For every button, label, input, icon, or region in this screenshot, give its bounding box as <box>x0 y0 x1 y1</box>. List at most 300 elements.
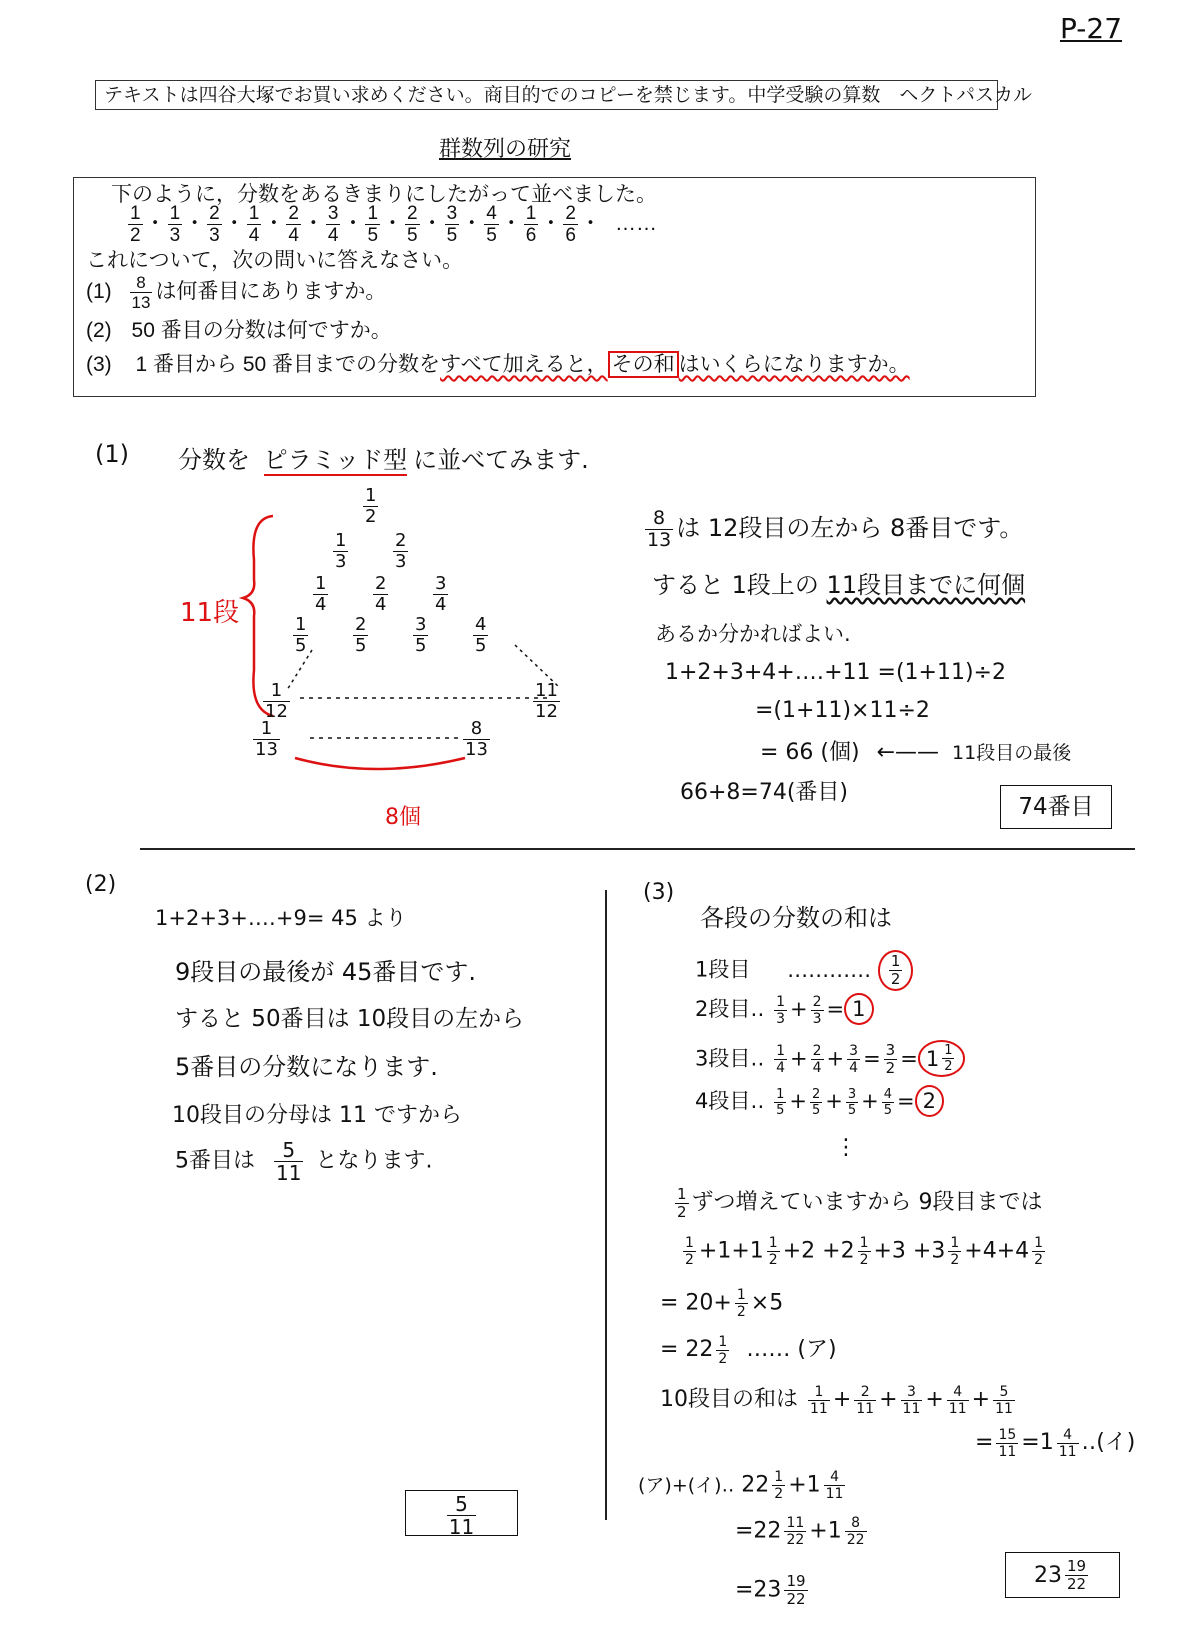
row10-eq-a: = <box>975 1430 994 1455</box>
pyramid-fraction <box>393 532 408 571</box>
fraction-denominator: 5 <box>415 635 427 656</box>
fraction-denominator: 4 <box>812 1060 822 1076</box>
row3-sum <box>926 1044 958 1073</box>
row3-label: 3段目‥ <box>695 1046 765 1071</box>
fraction <box>811 1044 824 1075</box>
line1-text: は 12段目の左から 8番目です。 <box>676 514 1024 542</box>
fraction <box>858 1236 871 1267</box>
fraction-numerator: 2 <box>355 614 367 635</box>
series-part: +2 +2 <box>782 1238 855 1264</box>
answer-2-fraction <box>447 1494 476 1537</box>
fraction-numerator: 3 <box>847 1086 857 1102</box>
s1-calc1: 1+2+3+4+‥‥+11 =(1+11)÷2 <box>665 660 1006 685</box>
row1-dots: ‥‥‥‥‥‥ <box>787 957 872 982</box>
fraction-numerator: 1 <box>768 1235 778 1251</box>
fraction-numerator: 2 <box>811 1086 821 1102</box>
fraction-denominator: 5 <box>883 1102 893 1118</box>
fraction <box>784 1574 807 1607</box>
fraction-denominator: 13 <box>465 739 488 760</box>
fraction-denominator: 12 <box>535 701 558 722</box>
pyramid-cell <box>310 575 331 614</box>
separator: ・ <box>342 212 364 236</box>
pyramid-fraction <box>313 575 328 614</box>
answer-3-box <box>1005 1552 1120 1598</box>
line2-text-b: 11段目までに何個 <box>826 571 1026 599</box>
fraction-numerator: 15 <box>998 1426 1017 1443</box>
fraction-numerator: 4 <box>1063 1426 1073 1443</box>
fraction-denominator: 4 <box>288 225 299 246</box>
fraction <box>882 1088 894 1117</box>
answer-3-whole: 23 <box>1033 1562 1062 1588</box>
pyramid-cell <box>250 720 283 759</box>
solution-3-label: (3) <box>643 880 675 905</box>
fraction-numerator: 1 <box>677 1184 687 1203</box>
horizontal-divider <box>140 848 1135 850</box>
pyramid-cell <box>290 616 311 655</box>
fraction <box>948 1236 961 1267</box>
fraction-numerator: 1 <box>859 1235 869 1251</box>
fraction-denominator: 22 <box>786 1532 805 1548</box>
fraction-numerator: 1 <box>270 680 283 701</box>
fraction-denominator: 4 <box>435 594 447 615</box>
fraction-denominator: 2 <box>130 225 141 246</box>
fraction <box>774 1088 786 1117</box>
fraction-denominator: 2 <box>365 506 377 527</box>
fraction-denominator: 11 <box>902 1400 921 1417</box>
separator: ・ <box>382 212 404 236</box>
pyramid-cell <box>360 487 381 526</box>
eq2-text: = 22 <box>660 1337 714 1362</box>
fraction-numerator: 19 <box>1066 1556 1087 1575</box>
s1-calc4: 66+8=74(番目) <box>680 780 849 805</box>
fraction <box>993 1385 1015 1416</box>
s3-row4: 4段目‥ $\frac{1}{5}$ + $\frac{2}{5}$ + $\frac{3}{5}$ + $\frac{4}{5}$ = 2 <box>695 1085 944 1117</box>
fraction-numerator: 1 <box>814 1383 824 1400</box>
fraction-numerator: 1 <box>315 573 327 594</box>
fraction-numerator: 2 <box>375 573 387 594</box>
fraction-numerator: 1 <box>736 1287 746 1303</box>
s3-row2: 2段目‥ $\frac{1}{3}$ + $\frac{2}{3}$ = 1 <box>695 993 874 1026</box>
fraction-denominator: 22 <box>846 1532 865 1548</box>
fraction <box>947 1385 969 1416</box>
pyramid-cell <box>470 616 491 655</box>
fraction-denominator: 5 <box>776 1102 785 1118</box>
row1-label: 1段目 <box>695 957 751 982</box>
fraction-denominator: 2 <box>1034 1252 1044 1268</box>
eq1-text: = 20+ <box>660 1290 732 1316</box>
fraction-numerator: 8 <box>470 718 483 739</box>
fraction <box>808 1385 830 1416</box>
final-label: (ア)+(イ)‥ <box>638 1474 735 1497</box>
fraction-numerator: 1 <box>944 1043 953 1058</box>
fraction-numerator: 4 <box>475 614 487 635</box>
fraction-denominator: 11 <box>995 1400 1013 1417</box>
fraction-denominator: 5 <box>446 225 458 246</box>
fraction-denominator: 3 <box>776 1010 785 1027</box>
final1-b: +1 <box>788 1472 821 1498</box>
s3-final2 <box>735 1516 870 1547</box>
fraction-numerator: 2 <box>209 203 220 224</box>
line2-text-a: すると 1段上の <box>652 571 819 599</box>
s3-final3 <box>735 1574 811 1607</box>
fraction-numerator: 2 <box>407 203 418 224</box>
fraction-numerator: 4 <box>830 1469 839 1485</box>
solution-2-label: (2) <box>85 872 117 897</box>
fraction-numerator: 19 <box>786 1572 806 1590</box>
s3-intro: 各段の分数の和は <box>700 904 892 932</box>
page-number: P-27 <box>1060 12 1123 45</box>
fraction-denominator: 11 <box>825 1486 844 1502</box>
fraction-denominator: 4 <box>248 225 260 246</box>
separator: ・ <box>302 212 324 236</box>
count-label: 8個 <box>385 805 421 830</box>
fraction-denominator: 6 <box>525 225 537 246</box>
sequence-fraction <box>484 204 499 245</box>
fraction <box>811 995 824 1026</box>
s3-row1 <box>695 950 913 991</box>
page-title: 群数列の研究 <box>438 136 571 161</box>
pyramid-fraction <box>263 682 290 721</box>
question-1-text: は何番目にありますか。 <box>155 280 387 304</box>
separator: ・ <box>223 212 245 236</box>
separator: ・ <box>579 212 601 236</box>
pyramid-cell <box>410 616 431 655</box>
pyramid-cell <box>530 682 563 721</box>
question-1 <box>86 274 386 311</box>
pyramid-cell <box>350 616 371 655</box>
fraction <box>774 995 787 1026</box>
fraction-numerator: 5 <box>999 1383 1009 1400</box>
fraction-numerator: 1 <box>295 614 307 635</box>
s3-row10: 10段目の和は $\frac{1}{11}$ + $\frac{2}{11}$ + $\frac{3}{11}$ + $\frac{4}{11}$ + $\frac{5}{11}$ <box>660 1383 1013 1417</box>
s1-line2 <box>652 565 1025 600</box>
question-2-text: 50 番目の分数は何ですか。 <box>131 319 392 342</box>
fraction-denominator: 5 <box>295 635 307 656</box>
fraction-numerator: 1 <box>776 1086 785 1102</box>
fraction <box>845 1516 867 1547</box>
fraction-numerator: 8 <box>653 506 666 529</box>
fraction-denominator: 3 <box>395 551 407 572</box>
fraction <box>716 1335 729 1366</box>
fraction-numerator: 3 <box>327 203 339 224</box>
fraction-denominator: 2 <box>885 1059 896 1077</box>
answer-1-box: 74番目 <box>1000 785 1112 829</box>
s1-line3: あるか分かればよい. <box>655 622 851 646</box>
fraction-denominator: 5 <box>475 635 487 656</box>
fraction-numerator: 5 <box>282 1138 296 1162</box>
fraction <box>847 1044 860 1075</box>
fraction-numerator: 11 <box>535 680 558 701</box>
fraction <box>1032 1236 1045 1267</box>
s3-increase <box>672 1185 1043 1220</box>
pyramid-cell <box>390 532 411 571</box>
sequence-fraction <box>405 204 420 245</box>
row1-sum <box>889 954 903 987</box>
fraction-denominator: 2 <box>677 1202 687 1221</box>
fraction-denominator: 4 <box>776 1060 785 1076</box>
fraction-numerator: 2 <box>812 1043 822 1059</box>
fraction-numerator: 2 <box>395 530 407 551</box>
fraction-denominator: 22 <box>786 1590 806 1608</box>
fraction <box>683 1236 696 1267</box>
separator: ・ <box>421 212 443 236</box>
fraction-denominator: 3 <box>209 225 220 246</box>
pyramid-cell <box>430 575 451 614</box>
line6-fraction <box>274 1140 303 1183</box>
ellipsis: …… <box>614 212 657 236</box>
s1-line1 <box>642 508 1023 550</box>
solution-1-intro <box>178 440 589 475</box>
fraction-numerator: 1 <box>525 203 537 224</box>
s3-row10-result <box>975 1425 1135 1459</box>
s3-final1 <box>638 1470 848 1501</box>
fraction-denominator: 4 <box>327 225 339 246</box>
calc3-text: = 66 (個) <box>760 740 860 765</box>
question-3-highlight: その和 <box>608 351 679 378</box>
final2-b: +1 <box>809 1518 842 1544</box>
question-3-text-b: すべて加えると， <box>440 353 608 376</box>
question-3-number: (3) <box>86 353 112 376</box>
final2-a: =22 <box>735 1518 782 1544</box>
pyramid-fraction <box>533 682 560 721</box>
fraction-numerator: 1 <box>890 952 901 970</box>
fraction-denominator: 5 <box>486 225 497 246</box>
row1-sum-circle <box>878 950 914 991</box>
eq2-tail: ‥‥‥ (ア) <box>746 1337 837 1362</box>
pyramid-fraction <box>373 575 388 614</box>
sequence-fraction <box>326 204 341 245</box>
fraction-denominator: 11 <box>276 1161 302 1185</box>
problem-intro: 下のように，分数をあるきまりにしたがって並べました。 <box>111 183 657 206</box>
question-2 <box>86 314 392 344</box>
s3-eq2 <box>660 1332 837 1366</box>
fraction-numerator: 8 <box>136 273 146 292</box>
fraction-numerator: 3 <box>446 203 458 224</box>
fraction-numerator: 3 <box>415 614 427 635</box>
fraction-numerator: 1 <box>169 203 181 224</box>
final3-a: =23 <box>735 1577 782 1603</box>
eq1-tail: ×5 <box>750 1290 784 1316</box>
fraction-denominator: 2 <box>950 1252 960 1268</box>
separator: ・ <box>184 212 206 236</box>
intro-text-c: に並べてみます. <box>413 446 589 474</box>
fraction-numerator: 1 <box>774 1469 784 1485</box>
fraction-denominator: 13 <box>131 293 151 312</box>
pyramid-cell <box>260 682 293 721</box>
separator: ・ <box>540 212 562 236</box>
problem-instruction: これについて，次の問いに答えなさい。 <box>86 249 464 272</box>
fraction <box>846 1088 858 1117</box>
line6-text-b: となります. <box>315 1148 433 1174</box>
fraction-denominator: 4 <box>849 1060 859 1076</box>
fraction-numerator: 4 <box>486 203 497 224</box>
pyramid-fraction <box>363 487 378 526</box>
fraction-numerator: 5 <box>455 1492 468 1516</box>
pyramid-fraction <box>353 616 368 655</box>
fraction <box>784 1516 806 1547</box>
row2-label: 2段目‥ <box>695 997 765 1021</box>
fraction-denominator: 3 <box>812 1010 822 1027</box>
row4-sum-circle: 2 <box>915 1085 944 1117</box>
fraction <box>1057 1428 1079 1459</box>
final1-a: 22 <box>741 1472 770 1498</box>
fraction-numerator: 1 <box>130 203 141 224</box>
fraction-denominator: 2 <box>944 1059 953 1074</box>
solution-1-label: (1) <box>95 440 129 468</box>
fraction-numerator: 2 <box>860 1383 870 1400</box>
fraction <box>774 1044 787 1075</box>
fraction-denominator: 3 <box>335 551 347 572</box>
pyramid-cell <box>370 575 391 614</box>
pyramid-cell <box>330 532 351 571</box>
vertical-divider <box>605 890 607 1520</box>
fraction-denominator: 5 <box>355 635 367 656</box>
separator: ・ <box>461 212 483 236</box>
fraction-denominator: 13 <box>647 528 672 551</box>
sequence-fraction <box>286 204 301 245</box>
fraction-numerator: 3 <box>435 573 447 594</box>
fraction-denominator: 3 <box>169 225 181 246</box>
pyramid-fraction <box>463 720 490 759</box>
fraction-denominator: 5 <box>367 225 379 246</box>
sequence-fraction <box>128 204 143 245</box>
question-1-fraction <box>130 274 153 311</box>
vertical-dots: ⋮ <box>835 1135 857 1160</box>
fraction-denominator: 5 <box>847 1102 857 1118</box>
fraction-numerator: 2 <box>565 203 576 224</box>
separator: ・ <box>144 212 166 236</box>
fraction <box>767 1236 780 1267</box>
fraction-denominator: 11 <box>998 1443 1017 1460</box>
row10-label: 10段目の和は <box>660 1387 798 1412</box>
fraction <box>735 1288 748 1319</box>
s3-eq1 <box>660 1288 783 1319</box>
fraction-numerator: 2 <box>812 993 822 1010</box>
sequence-fraction <box>168 204 183 245</box>
fraction-denominator: 12 <box>265 701 288 722</box>
brace-label: 11段 <box>180 598 240 628</box>
fraction-numerator: 11 <box>786 1515 805 1531</box>
mixed-whole: 1 <box>925 1046 940 1071</box>
sequence-fraction <box>207 204 222 245</box>
s1-calc3 <box>760 735 1071 766</box>
question-1-number: (1) <box>86 280 112 304</box>
s3-series <box>680 1236 1048 1267</box>
fraction <box>854 1385 876 1416</box>
row10-eq-b: =1 <box>1021 1430 1054 1455</box>
question-3-text-d: はいくらになりますか。 <box>678 353 910 376</box>
fraction-numerator: 3 <box>906 1383 916 1400</box>
s3-row3: 3段目‥ $\frac{1}{4}$ + $\frac{2}{4}$ + $\frac{3}{4}$ = $\frac{3}{2}$ = 1 $\frac{1}{2}$ <box>695 1040 965 1077</box>
fraction-numerator: 1 <box>776 1043 785 1059</box>
fraction-numerator: 4 <box>953 1383 963 1400</box>
pyramid-fraction <box>253 720 280 759</box>
intro-text-a: 分数を <box>178 446 250 474</box>
pyramid-fraction <box>413 616 428 655</box>
fraction-numerator: 1 <box>335 530 347 551</box>
sequence-fraction <box>445 204 460 245</box>
separator: ・ <box>500 212 522 236</box>
sequence-fraction <box>563 204 578 245</box>
fraction-denominator: 5 <box>407 225 418 246</box>
s2-line3: すると 50番目は 10段目の左から <box>175 1006 525 1032</box>
row2-sum-circle: 1 <box>844 993 873 1025</box>
fraction-denominator: 2 <box>685 1252 694 1268</box>
sequence-fraction <box>524 204 539 245</box>
question-2-number: (2) <box>86 319 112 342</box>
fraction-sequence <box>126 204 657 245</box>
series-part: +4+4 <box>964 1238 1030 1264</box>
pyramid-fraction <box>333 532 348 571</box>
fraction-numerator: 1 <box>776 993 785 1010</box>
fraction-numerator: 2 <box>288 203 299 224</box>
s2-line4: 5番目の分数になります. <box>175 1053 438 1081</box>
fraction <box>810 1088 822 1117</box>
count-arc <box>295 758 465 769</box>
fraction-denominator: 2 <box>859 1252 869 1268</box>
pyramid-cell <box>460 720 493 759</box>
fraction-denominator: 2 <box>890 970 901 988</box>
line1-fraction <box>645 506 673 551</box>
fraction-denominator: 22 <box>1066 1574 1087 1593</box>
pyramid-fraction <box>293 616 308 655</box>
series-part: +3 +3 <box>873 1238 946 1264</box>
s2-line2: 9段目の最後が 45番目です. <box>175 958 477 986</box>
fraction-denominator: 4 <box>315 594 327 615</box>
fraction-numerator: 4 <box>883 1086 893 1102</box>
question-3-text-a: 1 番目から 50 番目までの分数を <box>135 353 441 376</box>
answer-2-box <box>405 1490 518 1539</box>
s2-line5: 10段目の分母は 11 ですから <box>172 1103 462 1128</box>
fraction-numerator: 1 <box>685 1235 694 1251</box>
fraction <box>996 1428 1018 1459</box>
fraction <box>675 1184 689 1221</box>
s1-calc2: =(1+11)×11÷2 <box>755 698 930 723</box>
fraction-denominator: 2 <box>768 1252 778 1268</box>
s2-line1: 1+2+3+‥‥+9= 45 より <box>155 906 407 930</box>
pyramid-fraction <box>473 616 488 655</box>
copyright-notice: テキストは四谷大塚でお買い求めください。商目的でのコピーを禁じます。中学受験の算数 ヘクトパスカル <box>95 80 998 110</box>
fraction-denominator: 13 <box>255 739 278 760</box>
fraction-numerator: 8 <box>851 1515 861 1531</box>
sequence-fraction <box>365 204 380 245</box>
fraction-denominator: 2 <box>736 1304 746 1320</box>
fraction-numerator: 1 <box>1034 1235 1044 1251</box>
fraction-denominator: 11 <box>810 1400 828 1417</box>
fraction-numerator: 3 <box>885 1041 896 1059</box>
fraction-numerator: 1 <box>718 1333 728 1350</box>
pyramid-fraction <box>433 575 448 614</box>
increase-text: ずつ増えていますから 9段目までは <box>691 1190 1043 1215</box>
fraction-numerator: 1 <box>260 718 273 739</box>
fraction-denominator: 2 <box>718 1350 728 1367</box>
arrow-icon: ←—— <box>876 740 940 765</box>
fraction <box>772 1470 785 1501</box>
fraction-numerator: 1 <box>248 203 260 224</box>
fraction-denominator: 2 <box>774 1486 784 1502</box>
fraction-denominator: 11 <box>856 1400 875 1417</box>
fraction <box>901 1385 923 1416</box>
calc3-note: 11段目の最後 <box>952 742 1072 764</box>
fraction-numerator: 1 <box>367 203 379 224</box>
fraction-denominator: 11 <box>1058 1443 1077 1460</box>
line6-text-a: 5番目は <box>175 1148 255 1174</box>
row4-label: 4段目‥ <box>695 1089 765 1113</box>
fraction-denominator: 6 <box>565 225 576 246</box>
intro-text-b: ピラミッド型 <box>263 446 408 474</box>
fraction-denominator: 4 <box>375 594 387 615</box>
series-part: +1+1 <box>698 1238 764 1264</box>
